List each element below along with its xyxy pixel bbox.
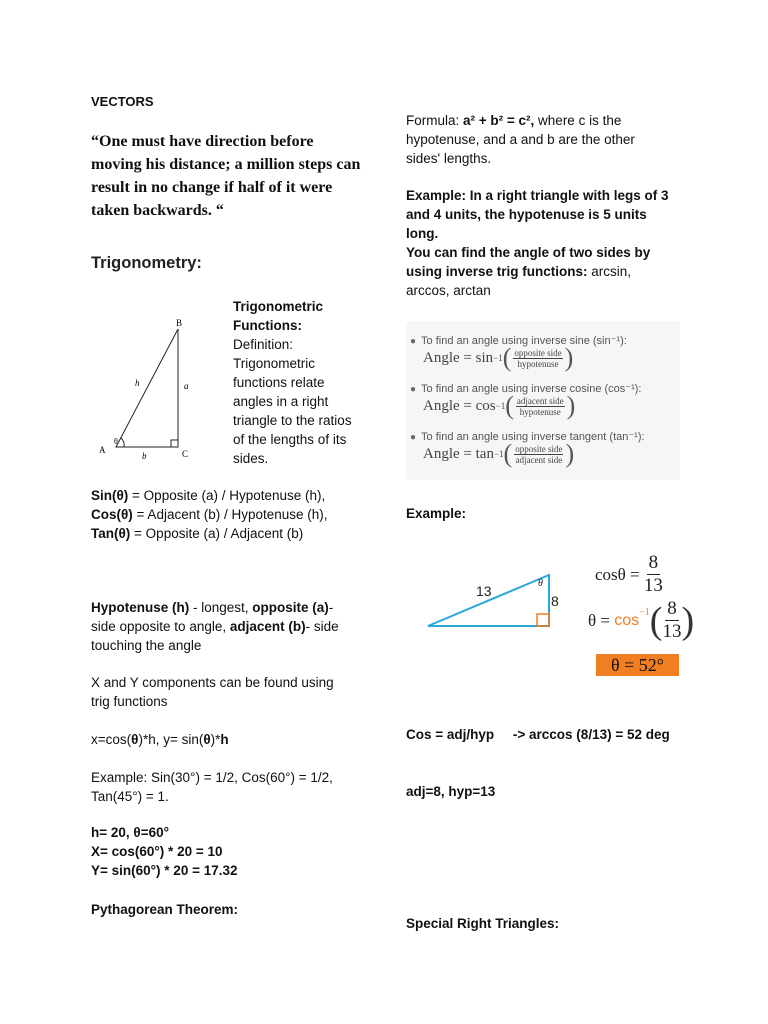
theta-label: θ [538, 578, 543, 589]
xy-line: trig functions [91, 694, 168, 709]
definition-line: angles in a right [233, 394, 329, 409]
inverse-list: arcsin, [587, 264, 632, 279]
hyp-label: 13 [476, 583, 492, 599]
cos-ratio [91, 505, 328, 524]
frac-den: hypotenuse [519, 406, 561, 417]
angle-word: Angle [423, 445, 460, 462]
xy-formula-part: )*h, y= sin( [138, 732, 204, 747]
xy-formula [91, 730, 229, 749]
inverse-caption-text: To find an angle using inverse sine (sin⁻¹): [421, 335, 627, 347]
vertex-b-label: B [176, 318, 183, 328]
tan-ratio [91, 524, 328, 543]
theta-equation: θ = cos −1 ( $\frac{8}{13}$ ) [588, 598, 695, 642]
worked-calculation [91, 823, 238, 880]
cos-eq-num: 8 [648, 552, 659, 573]
frac-den: adjacent side [515, 454, 563, 465]
formula-equation: a² + b² = c², [463, 113, 535, 128]
definition-line: sides. [233, 451, 269, 466]
inverse-trig-box [406, 321, 680, 480]
bullet-icon: ● [410, 432, 417, 443]
opp-label: 8 [551, 593, 559, 609]
cos-eq-lhs: cosθ = [595, 565, 640, 584]
opposite-desc: side opposite to angle, [91, 619, 230, 634]
hypotenuse-term: Hypotenuse (h) [91, 600, 190, 615]
cos-explanation [406, 687, 670, 820]
definition-line: of the lengths of its [233, 432, 347, 447]
example-text: and 4 units, the hypotenuse is 5 units [406, 207, 647, 222]
xy-components [91, 673, 334, 711]
vertex-c-label: C [182, 449, 189, 459]
inverse-sine-formula: Angle = sin −1 ( $\frac{\text{opposite side}}{\text{hypotenuse}}$ ) [423, 343, 574, 372]
xy-line: X and Y components can be found using [91, 675, 334, 690]
example-text: You can find the angle of two sides by [406, 245, 651, 260]
side-a-label: a [184, 381, 189, 391]
angle-word: Angle [423, 349, 460, 366]
xy-formula-part: x=cos( [91, 732, 132, 747]
xy-formula-part: )* [210, 732, 221, 747]
opposite-dash: - [328, 600, 334, 615]
sin-text: = Opposite (a) / Hypotenuse (h), [128, 488, 326, 503]
result-badge: θ = 52° [596, 654, 679, 676]
example-text: long. [406, 226, 439, 241]
theta-eq-lhs: θ = [588, 611, 610, 630]
trig-functions-block [233, 297, 368, 468]
page-heading: VECTORS [91, 94, 154, 109]
special-triangles-heading: Special Right Triangles: [406, 916, 560, 931]
pythagorean-heading: Pythagorean Theorem: [91, 902, 239, 917]
pythagorean-example [406, 186, 706, 300]
formula-label: Formula: [406, 113, 464, 128]
formula-desc-line: sides' lengths. [406, 151, 492, 166]
definition-line: Trigonometric [233, 356, 316, 371]
xy-formula-h: h [220, 732, 229, 747]
trig-heading: Trigonometry: [91, 254, 202, 272]
inverse-text: using inverse trig functions: [406, 264, 588, 279]
frac-den: hypotenuse [517, 358, 559, 369]
adjacent-term: adjacent (b) [229, 619, 306, 634]
adjacent-desc: touching the angle [91, 638, 202, 653]
calc-line: Y= sin(60°) * 20 = 17.32 [91, 863, 238, 878]
trig-functions-title-2: Functions: [233, 318, 302, 333]
side-b-label: b [142, 451, 147, 461]
right-angle-marker [537, 614, 549, 626]
bullet-icon: ● [410, 384, 417, 395]
sin-ratio [91, 486, 328, 505]
tan-label: Tan(θ) [91, 526, 131, 541]
side-definitions [91, 598, 361, 655]
basic-examples [91, 768, 333, 806]
theta-eq-num: 8 [667, 598, 677, 619]
example-heading: Example: [406, 506, 467, 521]
theta-label: θ [114, 437, 118, 446]
cos-text: = Adjacent (b) / Hypotenuse (h), [132, 507, 328, 522]
cos-equation [595, 552, 663, 597]
definition-line: Definition: [233, 337, 294, 352]
fn-name: sin [475, 349, 494, 366]
example-line: Tan(45°) = 1. [91, 789, 169, 804]
theta-eq-den: 13 [662, 621, 682, 642]
vertex-a-label: A [99, 445, 106, 455]
example-line: Example: Sin(30°) = 1/2, Cos(60°) = 1/2, [91, 770, 333, 785]
theta-eq-fn: cos [614, 612, 640, 629]
cos-label: Cos(θ) [91, 507, 133, 522]
example-triangle [420, 565, 560, 635]
xy-formula-theta: θ [131, 732, 139, 747]
formula-desc: where c is the [534, 113, 622, 128]
fn-name: cos [475, 397, 496, 414]
inverse-tangent-formula: Angle = tan −1 ( $\frac{\text{opposite side}}{\text{adjacent side}}$ ) [423, 439, 575, 468]
opposite-term: opposite (a) [252, 600, 329, 615]
frac-num: opposite side [514, 347, 562, 358]
cos-eq-den: 13 [643, 575, 663, 596]
pythagorean-formula [406, 111, 696, 168]
formula-desc-line: hypotenuse, and a and b are the other [406, 132, 635, 147]
sin-label: Sin(θ) [91, 488, 129, 503]
calc-line: h= 20, θ=60° [91, 825, 169, 840]
angle-word: Angle [423, 397, 460, 414]
inverse-caption-text: To find an angle using inverse tangent (tan⁻¹): [421, 431, 645, 443]
theta-eq-sup: −1 [639, 607, 650, 618]
bullet-icon: ● [410, 336, 417, 347]
quote: “One must have direction before moving his distance; a million steps can result in no change if half of it were taken backwards. “ [91, 133, 361, 219]
ratio-definitions [91, 486, 328, 543]
example-text: Example: In a right triangle with legs of 3 [406, 188, 669, 203]
definition-line: functions relate [233, 375, 325, 390]
xy-formula-theta: θ [203, 732, 211, 747]
calc-line: X= cos(60°) * 20 = 10 [91, 844, 223, 859]
cos-line: adj=8, hyp=13 [406, 784, 496, 799]
frac-num: adjacent side [516, 395, 564, 406]
trig-functions-title-1: Trigonometric [233, 299, 324, 314]
adjacent-dash: - side [305, 619, 339, 634]
hypotenuse-desc: - longest, [189, 600, 253, 615]
cos-line: Cos = adj/hyp -> arccos (8/13) = 52 deg [406, 727, 670, 742]
right-triangle-diagram [94, 315, 194, 463]
frac-num: opposite side [515, 443, 563, 454]
definition-line: triangle to the ratios [233, 413, 352, 428]
inverse-caption-text: To find an angle using inverse cosine (cos⁻¹): [421, 383, 642, 395]
fn-name: tan [475, 445, 494, 462]
side-h-label: h [135, 378, 140, 388]
inverse-cosine-formula: Angle = cos −1 ( $\frac{\text{adjacent side}}{\text{hypotenuse}}$ ) [423, 391, 576, 420]
inverse-list: arccos, arctan [406, 283, 491, 298]
tan-text: = Opposite (a) / Adjacent (b) [130, 526, 304, 541]
